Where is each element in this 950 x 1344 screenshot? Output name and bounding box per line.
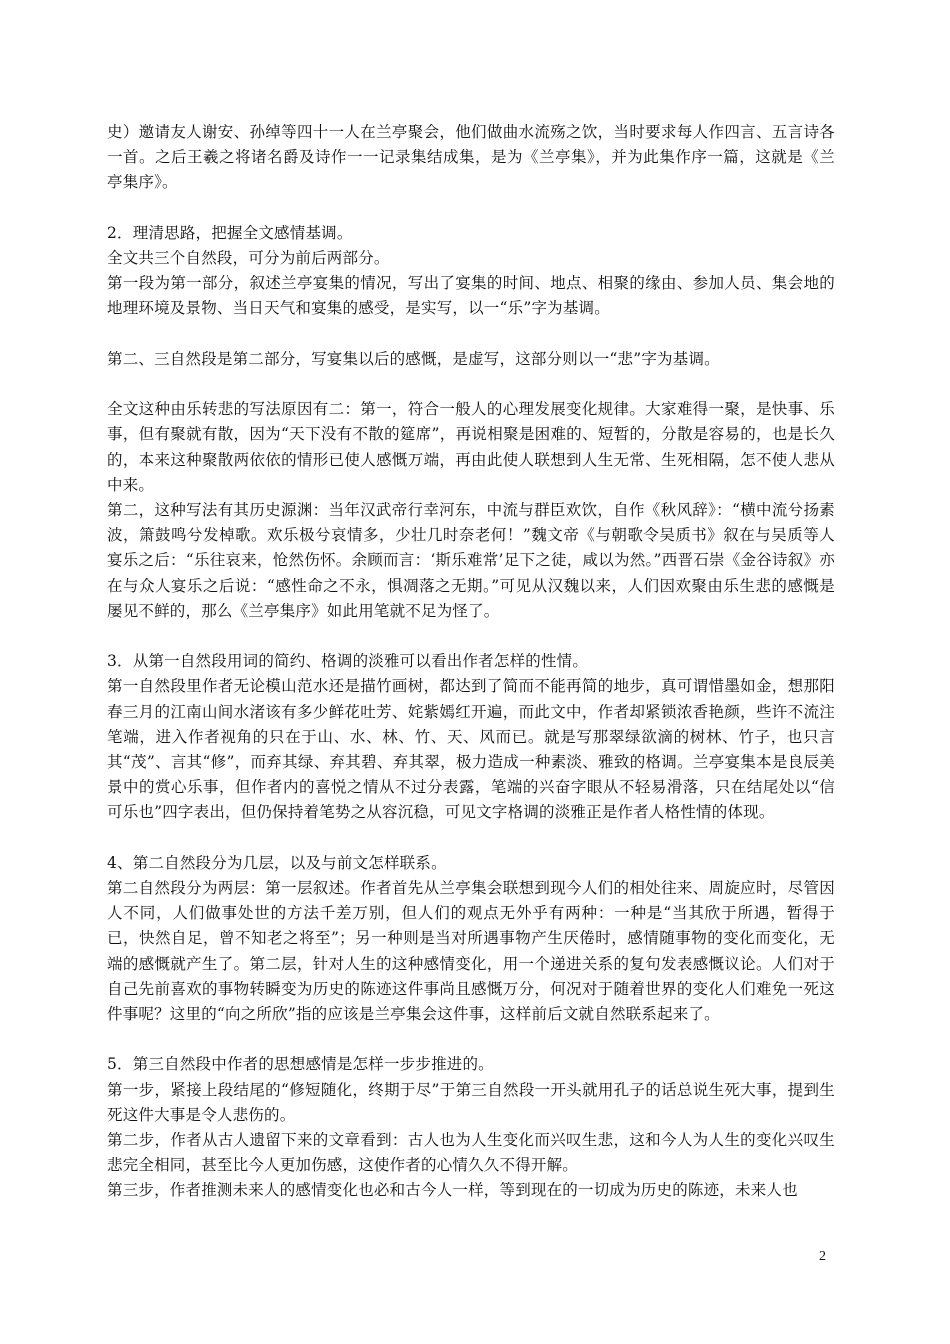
section-heading-5: 5．第三自然段中作者的思想感情是怎样一步步推进的。 [107, 1055, 494, 1074]
blank-line [107, 372, 835, 397]
paragraph: 第二、三自然段是第二部分，写宴集以后的感慨，是虚写，这部分则以一“悲”字为基调。 [107, 349, 720, 368]
paragraph: 第二，这种写法有其历史源渊：当年汉武帝行幸河东，中流与群臣欢饮，自作《秋风辞》：“横中流兮扬素波，箫鼓鸣兮发棹歌。欢乐极兮哀情多，少壮几时奈老何！”魏文帝《与朝歌令吴质书》叙在与吴质等人宴乐之后：“乐往哀来，怆然伤怀。余顾而言：‘斯乐难常’足下之徒，咸以为然。”西晋石崇《金谷诗叙》亦在与众人宴乐之后说：“感性命之不永，惧凋落之无期。”可见从汉魏以来，人们因欢聚由乐生悲的感慨是屡见不鲜的，那么《兰亭集序》如此用笔就不足为怪了。 [107, 501, 835, 620]
paragraph-intro-continued: 史）邀请友人谢安、孙绰等四十一人在兰亭聚会，他们做曲水流殇之饮，当时要求每人作四言、五言诗各一首。之后王羲之将诸名爵及诗作一一记录集结成集，是为《兰亭集》，并为此集作序一篇，这就是《兰亭集序》。 [107, 123, 835, 192]
blank-line [107, 322, 835, 347]
blank-line [107, 1027, 835, 1052]
blank-line [107, 624, 835, 649]
page-number: 2 [819, 1249, 826, 1264]
paragraph: 第一段为第一部分，叙述兰亭宴集的情况，写出了宴集的时间、地点、相聚的缘由、参加人员、集会地的地理环境及景物、当日天气和宴集的感受，是实写，以一“乐”字为基调。 [107, 274, 835, 318]
section-heading-3: 3．从第一自然段用词的简约、格调的淡雅可以看出作者怎样的性情。 [107, 652, 589, 671]
blank-line [107, 826, 835, 851]
document-body [107, 120, 835, 1204]
paragraph: 全文共三个自然段，可分为前后两部分。 [107, 249, 390, 267]
paragraph: 第三步，作者推测未来人的感情变化也必和古今人一样，等到现在的一切成为历史的陈迹，未来人也 [107, 1181, 798, 1200]
blank-line [107, 196, 835, 221]
paragraph: 第一自然段里作者无论模山范水还是描竹画树，都达到了简而不能再简的地步，真可谓惜墨如金，想那阳春三月的江南山间水渚该有多少鲜花吐芳、姹紫嫣红开遍，而此文中，作者却紧锁浓香艳颜，些许不流注笔端，进入作者视角的只在于山、水、林、竹、天、风而已。就是写那翠绿欲滴的树林、竹子，也只言其“茂”、言其“修”，而弃其绿、弃其碧、弃其翠，极力造成一种素淡、雅致的格调。兰亭宴集本是良辰美景中的赏心乐事，但作者内的喜悦之情从不过分表露，笔端的兴奋字眼从不轻易滑落，只在结尾处以“信可乐也”四字表出，但仍保持着笔势之从容沉稳，可见文字格调的淡雅正是作者人格性情的体现。 [107, 677, 835, 822]
paragraph: 全文这种由乐转悲的写法原因有二：第一，符合一般人的心理发展变化规律。大家难得一聚，是快事、乐事，但有聚就有散，因为“天下没有不散的筵席”，再说相聚是困难的、短暂的，分散是容易的，也是长久的，本来这种聚散两依依的情形已使人感慨万端，再由此使人联想到人生无常、生死相隔，怎不使人悲从中来。 [107, 400, 835, 494]
paragraph: 第二步，作者从古人遗留下来的文章看到：古人也为人生变化而兴叹生悲，这和今人为人生的变化兴叹生悲完全相同，甚至比今人更加伤感，这使作者的心情久久不得开解。 [107, 1131, 835, 1175]
section-heading-4: 4、第二自然段分为几层，以及与前文怎样联系。 [107, 853, 447, 872]
paragraph: 第一步，紧接上段结尾的“修短随化，终期于尽”于第三自然段一开头就用孔子的话总说生死大事，提到生死这件大事是令人悲伤的。 [107, 1080, 835, 1124]
section-heading-2: 2．理清思路，把握全文感情基调。 [107, 223, 353, 242]
paragraph: 第二自然段分为两层：第一层叙述。作者首先从兰亭集会联想到现今人们的相处往来、周旋应时，尽管因人不同，人们做事处世的方法千差万别，但人们的观点无外乎有两种：一种是“当其欣于所遇，暂得于已，快然自足，曾不知老之将至”；另一种则是当对所遇事物产生厌倦时，感情随事物的变化而变化，无端的感慨就产生了。第二层，针对人生的这种感情变化，用一个递进关系的复句发表感慨议论。人们对于自己先前喜欢的事物转瞬变为历史的陈迹这件事尚且感慨万分，何况对于随着世界的变化人们难免一死这件事呢？这里的“向之所欣”指的应该是兰亭集会这件事，这样前后文就自然联系起来了。 [107, 879, 835, 1024]
